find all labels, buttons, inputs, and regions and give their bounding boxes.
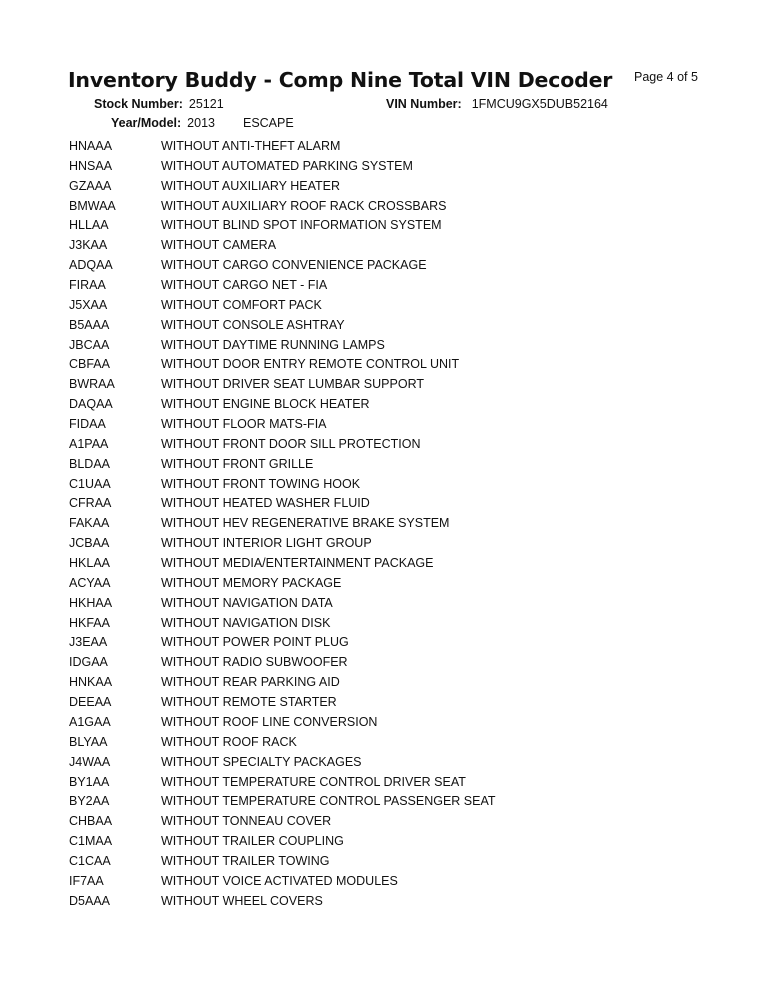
- option-code: HKLAA: [69, 556, 110, 571]
- option-code: FIDAA: [69, 417, 106, 432]
- option-row: [0, 533, 773, 553]
- option-description: WITHOUT FRONT TOWING HOOK: [161, 476, 361, 491]
- option-code: FAKAA: [69, 516, 110, 531]
- option-description: WITHOUT VOICE ACTIVATED MODULES: [161, 873, 398, 888]
- option-description: WITHOUT REAR PARKING AID: [161, 675, 340, 690]
- option-code: HLLAA: [69, 218, 109, 233]
- option-row: [0, 335, 773, 355]
- option-code: BLDAA: [69, 456, 110, 471]
- option-description: WITHOUT REMOTE STARTER: [161, 695, 337, 710]
- option-description: WITHOUT HEV REGENERATIVE BRAKE SYSTEM: [161, 516, 450, 531]
- option-row: [0, 414, 773, 434]
- option-code: IDGAA: [69, 655, 108, 670]
- option-description: WITHOUT CAMERA: [161, 238, 277, 253]
- option-description: WITHOUT TRAILER COUPLING: [161, 834, 344, 849]
- option-description: WITHOUT TRAILER TOWING: [161, 853, 330, 868]
- option-row: [0, 275, 773, 295]
- year-model-label: Year/Model:: [111, 116, 182, 130]
- option-code: BWRAA: [69, 377, 115, 392]
- option-row: [0, 394, 773, 414]
- option-description: WITHOUT DAYTIME RUNNING LAMPS: [161, 337, 385, 352]
- option-code: ACYAA: [69, 575, 111, 590]
- option-code: C1CAA: [69, 853, 111, 868]
- option-row: [0, 811, 773, 831]
- option-row: [0, 752, 773, 772]
- option-code: J3KAA: [69, 238, 108, 253]
- option-code: J4WAA: [69, 754, 111, 769]
- option-row: [0, 196, 773, 216]
- option-code: C1UAA: [69, 476, 111, 491]
- option-description: WITHOUT FLOOR MATS-FIA: [161, 417, 327, 432]
- option-code: A1GAA: [69, 714, 111, 729]
- option-code: HKHAA: [69, 595, 113, 610]
- option-description: WITHOUT INTERIOR LIGHT GROUP: [161, 536, 372, 551]
- option-row: [0, 632, 773, 652]
- option-row: [0, 553, 773, 573]
- option-row: [0, 613, 773, 633]
- option-row: [0, 176, 773, 196]
- model-value: ESCAPE: [242, 116, 294, 130]
- option-description: WITHOUT ROOF LINE CONVERSION: [161, 714, 378, 729]
- option-row: [0, 136, 773, 156]
- option-description: WITHOUT MEMORY PACKAGE: [161, 575, 342, 590]
- option-description: WITHOUT NAVIGATION DISK: [161, 615, 331, 630]
- option-row: [0, 513, 773, 533]
- option-description: WITHOUT CARGO NET - FIA: [161, 278, 328, 293]
- option-description: WITHOUT TEMPERATURE CONTROL PASSENGER SEAT: [161, 794, 496, 809]
- option-row: [0, 871, 773, 891]
- option-code: GZAAA: [69, 178, 112, 193]
- option-description: WITHOUT ANTI-THEFT ALARM: [161, 139, 341, 153]
- option-row: [0, 712, 773, 732]
- option-description: WITHOUT DOOR ENTRY REMOTE CONTROL UNIT: [161, 357, 460, 372]
- option-description: WITHOUT HEATED WASHER FLUID: [161, 496, 370, 511]
- option-description: WITHOUT NAVIGATION DATA: [161, 595, 333, 610]
- option-description: WITHOUT AUXILIARY ROOF RACK CROSSBARS: [161, 198, 447, 213]
- option-description: WITHOUT ENGINE BLOCK HEATER: [161, 397, 370, 412]
- option-row: [0, 692, 773, 712]
- option-row: [0, 493, 773, 513]
- option-row: [0, 772, 773, 792]
- option-code: J5XAA: [69, 297, 108, 312]
- option-description: WITHOUT TONNEAU COVER: [161, 814, 332, 829]
- option-code: DAQAA: [69, 397, 113, 412]
- year-model-field: [111, 116, 294, 130]
- option-code: CFRAA: [69, 496, 112, 511]
- option-code: BMWAA: [69, 198, 116, 213]
- option-code: HNKAA: [69, 675, 113, 690]
- option-row: [0, 732, 773, 752]
- option-row: [0, 354, 773, 374]
- option-code: D5AAA: [69, 893, 110, 908]
- option-code: B5AAA: [69, 317, 110, 332]
- option-code: HNSAA: [69, 158, 113, 173]
- option-code: C1MAA: [69, 834, 113, 849]
- option-description: WITHOUT CONSOLE ASHTRAY: [161, 317, 345, 332]
- option-row: [0, 454, 773, 474]
- option-row: [0, 652, 773, 672]
- option-row: [0, 851, 773, 871]
- option-description: WITHOUT POWER POINT PLUG: [161, 635, 349, 650]
- option-row: [0, 831, 773, 851]
- page-number: Page 4 of 5: [634, 70, 698, 84]
- option-description: WITHOUT CARGO CONVENIENCE PACKAGE: [161, 258, 427, 273]
- stock-number-field: [94, 97, 224, 111]
- option-code: BY2AA: [69, 794, 110, 809]
- option-description: WITHOUT WHEEL COVERS: [161, 893, 323, 908]
- option-code: BLYAA: [69, 734, 108, 749]
- option-description: WITHOUT MEDIA/ENTERTAINMENT PACKAGE: [161, 556, 434, 571]
- option-row: [0, 474, 773, 494]
- option-row: [0, 791, 773, 811]
- option-description: WITHOUT SPECIALTY PACKAGES: [161, 754, 362, 769]
- option-code: CHBAA: [69, 814, 113, 829]
- option-row: [0, 295, 773, 315]
- option-description: WITHOUT FRONT DOOR SILL PROTECTION: [161, 436, 421, 451]
- option-row: [0, 215, 773, 235]
- option-description: WITHOUT ROOF RACK: [161, 734, 297, 749]
- option-row: [0, 573, 773, 593]
- option-description: WITHOUT DRIVER SEAT LUMBAR SUPPORT: [161, 377, 425, 392]
- option-code: FIRAA: [69, 278, 106, 293]
- option-description: WITHOUT AUTOMATED PARKING SYSTEM: [161, 158, 413, 173]
- option-row: [0, 315, 773, 335]
- option-code: HNAAA: [69, 139, 113, 153]
- option-code: A1PAA: [69, 436, 109, 451]
- option-code: IF7AA: [69, 873, 104, 888]
- option-description: WITHOUT RADIO SUBWOOFER: [161, 655, 348, 670]
- option-code: JCBAA: [69, 536, 110, 551]
- option-code: JBCAA: [69, 337, 110, 352]
- page-title: Inventory Buddy - Comp Nine Total VIN Decoder: [68, 68, 613, 92]
- option-description: WITHOUT AUXILIARY HEATER: [161, 178, 340, 193]
- option-row: [0, 891, 773, 911]
- option-row: [0, 156, 773, 176]
- option-row: [0, 255, 773, 275]
- option-description: WITHOUT BLIND SPOT INFORMATION SYSTEM: [161, 218, 442, 233]
- vin-number-label: VIN Number:: [386, 97, 462, 111]
- option-row: [0, 235, 773, 255]
- option-code: BY1AA: [69, 774, 110, 789]
- option-code: HKFAA: [69, 615, 110, 630]
- option-code: J3EAA: [69, 635, 108, 650]
- option-row: [0, 672, 773, 692]
- stock-number-value: 25121: [188, 97, 224, 111]
- option-description: WITHOUT FRONT GRILLE: [161, 456, 314, 471]
- option-row: [0, 434, 773, 454]
- option-code: DEEAA: [69, 695, 112, 710]
- option-description: WITHOUT TEMPERATURE CONTROL DRIVER SEAT: [161, 774, 466, 789]
- vin-number-value: 1FMCU9GX5DUB52164: [471, 97, 608, 111]
- option-code: CBFAA: [69, 357, 110, 372]
- option-code: ADQAA: [69, 258, 113, 273]
- stock-number-label: Stock Number:: [94, 97, 183, 111]
- option-description: WITHOUT COMFORT PACK: [161, 297, 322, 312]
- vin-number-field: [386, 97, 608, 111]
- option-row: [0, 593, 773, 613]
- option-list: [0, 136, 773, 911]
- option-row: [0, 374, 773, 394]
- year-value: 2013: [187, 116, 215, 130]
